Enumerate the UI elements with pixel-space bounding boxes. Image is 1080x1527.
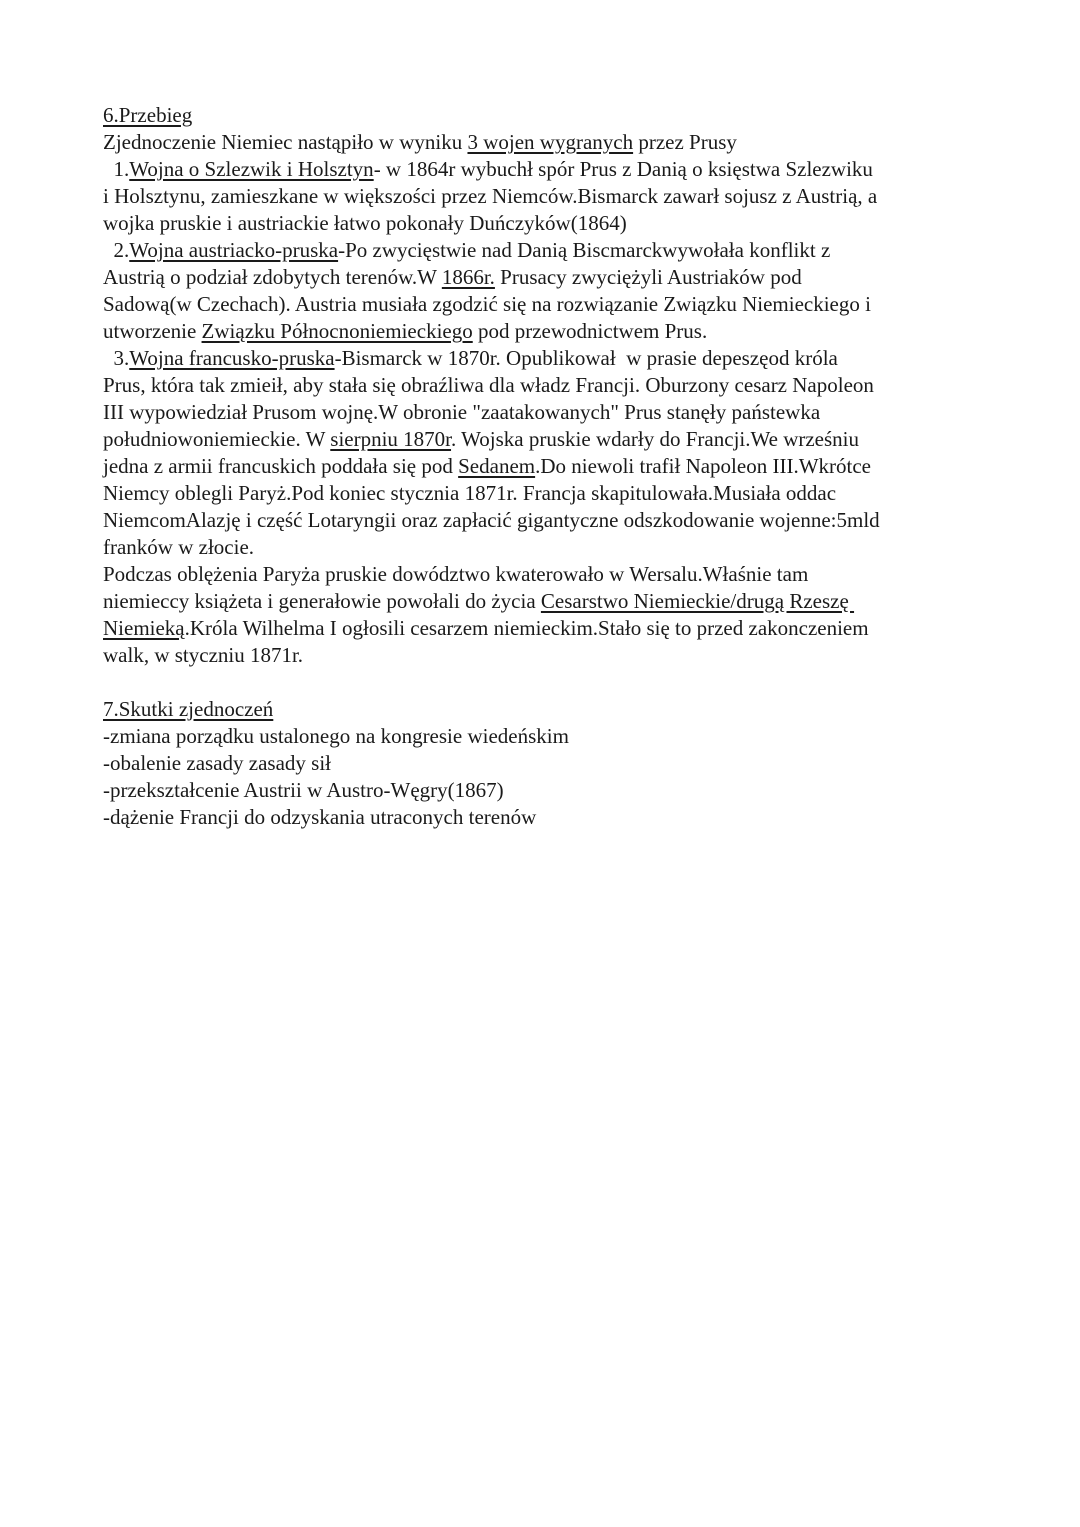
war2-line4: utworzenie Związku Północnoniemieckiego pod przewodnictwem Prus. bbox=[103, 319, 708, 343]
document-page bbox=[103, 102, 1003, 831]
war2-line3: Sadową(w Czechach). Austria musiała zgodzić się na rozwiązanie Związku Niemieckiego i bbox=[103, 292, 871, 316]
para-line2: niemieccy książeta i generałowie powołali do życia Cesarstwo Niemieckie/drugą Rzeszę bbox=[103, 589, 855, 613]
list-item: -zmiana porządku ustalonego na kongresie wiedeńskim bbox=[103, 724, 569, 748]
war3-line7: NiemcomAlazję i część Lotaryngii oraz zapłacić gigantyczne odszkodowanie wojenne:5mld bbox=[103, 508, 880, 532]
para-line4: walk, w styczniu 1871r. bbox=[103, 643, 304, 667]
war3-line3: III wypowiedział Prusom wojnę.W obronie "zaatakowanych" Prus stanęły państewka bbox=[103, 400, 821, 424]
war3-line6: Niemcy oblegli Paryż.Pod koniec stycznia 1871r. Francja skapitulowała.Musiała oddac bbox=[103, 481, 837, 505]
war1-title: Wojna o Szlezwik i Holsztyn bbox=[129, 157, 374, 181]
list-item: -dążenie Francji do odzyskania utraconych terenów bbox=[103, 805, 537, 829]
war3-line5: jedna z armii francuskich poddała się pod Sedanem.Do niewoli trafił Napoleon III.Wkrótce bbox=[103, 454, 871, 478]
war3-line8: franków w złocie. bbox=[103, 535, 255, 559]
section-spacer bbox=[103, 669, 1003, 696]
war2-line2: Austrią o podział zdobytych terenów.W 1866r. Prusacy zwyciężyli Austriaków pod bbox=[103, 265, 802, 289]
section-heading-przebieg: 6.Przebieg bbox=[103, 103, 193, 127]
war3-line4: południowoniemieckie. W sierpniu 1870r. Wojska pruskie wdarły do Francji.We wrześniu bbox=[103, 427, 860, 451]
war3-line1: 3.Wojna francusko-pruska-Bismarck w 1870r. Opublikował w prasie depeszęod króla bbox=[103, 346, 838, 370]
list-item: -obalenie zasady zasady sił bbox=[103, 751, 331, 775]
war2-line1: 2.Wojna austriacko-pruska-Po zwycięstwie nad Danią Biscmarckwywołała konflikt z bbox=[103, 238, 831, 262]
section-heading-skutki: 7.Skutki zjednoczeń bbox=[103, 697, 274, 721]
war3-title: Wojna francusko-pruska bbox=[129, 346, 335, 370]
war3-line2: Prus, która tak zmieił, aby stała się obraźliwa dla władz Francji. Oburzony cesarz Napoleon bbox=[103, 373, 874, 397]
para-line1: Podczas oblężenia Paryża pruskie dowództwo kwaterowało w Wersalu.Właśnie tam bbox=[103, 562, 809, 586]
war2-title: Wojna austriacko-pruska bbox=[129, 238, 339, 262]
war1-line1: 1.Wojna o Szlezwik i Holsztyn- w 1864r wybuchł spór Prus z Danią o księstwa Szlezwiku bbox=[103, 157, 873, 181]
war1-line3: wojka pruskie i austriackie łatwo pokonały Duńczyków(1864) bbox=[103, 211, 627, 235]
intro-line: Zjednoczenie Niemiec nastąpiło w wyniku 3 wojen wygranych przez Prusy bbox=[103, 130, 737, 154]
list-item: -przekształcenie Austrii w Austro-Węgry(1867) bbox=[103, 778, 504, 802]
war1-line2: i Holsztynu, zamieszkane w większości przez Niemców.Bismarck zawarł sojusz z Austrią, a bbox=[103, 184, 878, 208]
para-line3: Niemieką.Króla Wilhelma I ogłosili cesarzem niemieckim.Stało się to przed zakonczeniem bbox=[103, 616, 869, 640]
